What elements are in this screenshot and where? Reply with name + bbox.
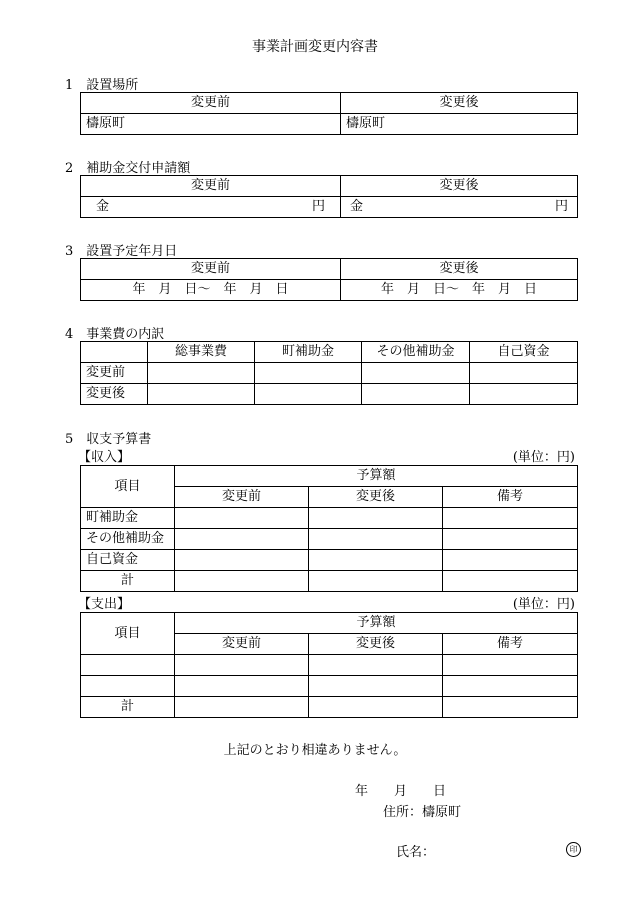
location-before: 檮原町 — [81, 114, 341, 135]
income-row-town: 町補助金 — [81, 508, 175, 529]
address-line: 住所：檮原町 — [383, 805, 462, 820]
col-total-cost: 総事業費 — [148, 342, 255, 363]
expense-row-total: 計 — [81, 697, 175, 718]
income-unit: (単位：円) — [512, 450, 575, 465]
after-header: 変更後 — [341, 93, 578, 114]
expense-table — [80, 612, 578, 718]
seal-icon: 印 — [566, 841, 581, 857]
income-row-other: その他補助金 — [81, 529, 175, 550]
location-table — [80, 92, 578, 135]
col-own-funds: 自己資金 — [470, 342, 578, 363]
col-town-subsidy: 町補助金 — [255, 342, 362, 363]
schedule-table — [80, 258, 578, 301]
item-header: 項目 — [81, 613, 175, 655]
budget-header: 予算額 — [175, 613, 578, 634]
before-header: 変更前 — [81, 176, 341, 197]
section-1-heading: 1 設置場所 — [65, 78, 139, 93]
before-header: 変更前 — [81, 93, 341, 114]
date-before: 年 月 日～ 年 月 日 — [81, 280, 341, 301]
sub-remarks: 備考 — [443, 634, 578, 655]
income-table — [80, 465, 578, 592]
sub-after: 変更後 — [309, 487, 443, 508]
location-after: 檮原町 — [341, 114, 578, 135]
before-header: 変更前 — [81, 259, 341, 280]
section-2-heading: 2 補助金交付申請額 — [65, 161, 191, 176]
income-row-total: 計 — [81, 571, 175, 592]
declaration-statement: 上記のとおり相違ありません。 — [223, 743, 407, 758]
blank-header-cell — [81, 342, 148, 363]
document-title: 事業計画変更内容書 — [252, 39, 378, 55]
section-4-heading: 4 事業費の内訳 — [65, 327, 165, 342]
budget-header: 予算額 — [175, 466, 578, 487]
section-3-heading: 3 設置予定年月日 — [65, 244, 178, 259]
sub-remarks: 備考 — [443, 487, 578, 508]
expense-row-1 — [81, 655, 175, 676]
section-5-heading: 5 収支予算書 — [65, 432, 152, 447]
item-header: 項目 — [81, 466, 175, 508]
signature-date: 年 月 日 — [355, 784, 447, 799]
date-after: 年 月 日～ 年 月 日 — [341, 280, 578, 301]
amount-after: 金 円 — [341, 197, 578, 218]
sub-after: 変更後 — [309, 634, 443, 655]
after-header: 変更後 — [341, 259, 578, 280]
after-header: 変更後 — [341, 176, 578, 197]
name-label: 氏名： — [396, 845, 436, 860]
income-row-own: 自己資金 — [81, 550, 175, 571]
sub-before: 変更前 — [175, 487, 309, 508]
row-before: 変更前 — [81, 363, 148, 384]
income-label: 【収入】 — [78, 450, 131, 465]
col-other-subsidy: その他補助金 — [362, 342, 470, 363]
expense-row-2 — [81, 676, 175, 697]
row-after: 変更後 — [81, 384, 148, 405]
expense-label: 【支出】 — [78, 597, 131, 612]
expense-unit: (単位：円) — [512, 597, 575, 612]
cost-breakdown-table — [80, 341, 578, 405]
sub-before: 変更前 — [175, 634, 309, 655]
amount-before: 金 円 — [81, 197, 341, 218]
subsidy-amount-table — [80, 175, 578, 218]
